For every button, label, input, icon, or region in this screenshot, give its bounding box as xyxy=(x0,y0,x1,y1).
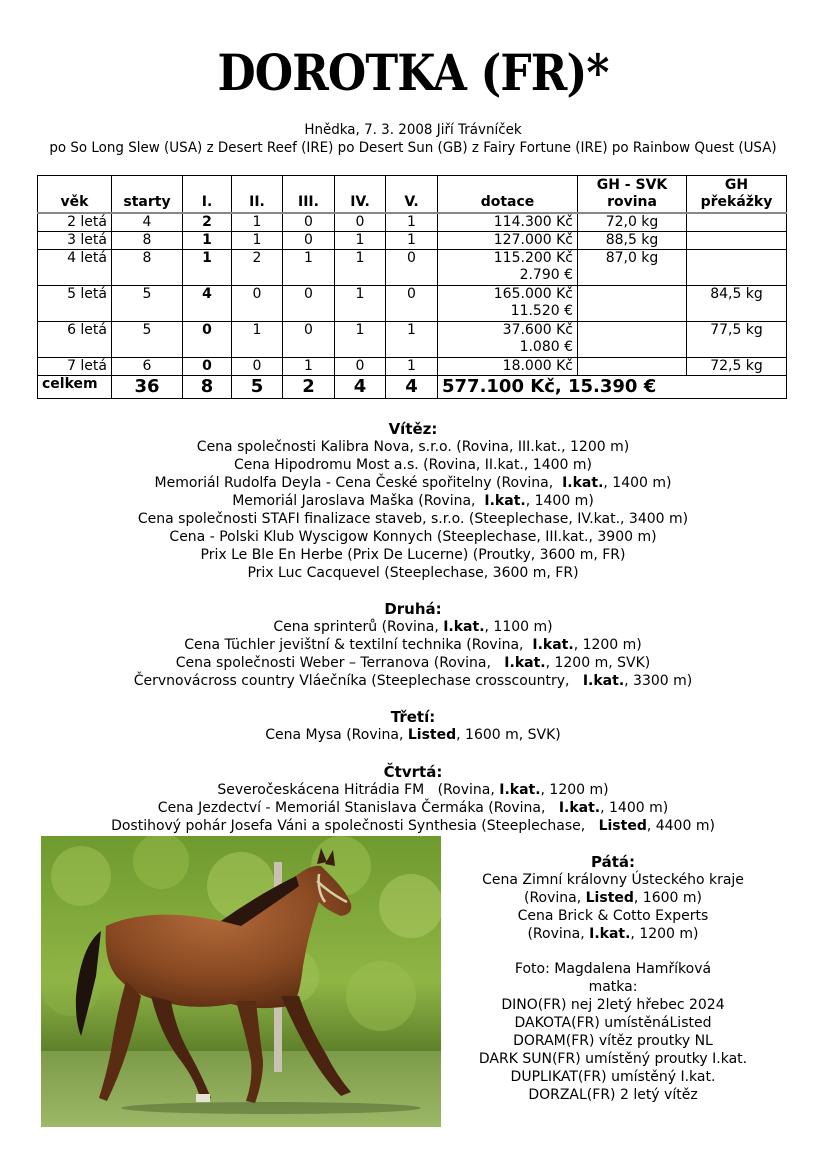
row-fifth: 1 xyxy=(386,231,438,249)
race-text: , 1100 m) xyxy=(484,619,553,635)
header-second: II. xyxy=(232,176,283,213)
row-age: 4 letá xyxy=(38,249,112,285)
table-row xyxy=(38,321,787,357)
table-header-row xyxy=(38,176,787,213)
total-label: celkem xyxy=(38,375,112,398)
section-fourth-list xyxy=(0,781,826,835)
total-first: 8 xyxy=(183,375,232,398)
race-line xyxy=(0,781,826,799)
header-fifth: V. xyxy=(386,176,438,213)
header-fourth: IV. xyxy=(335,176,386,213)
table-row xyxy=(38,357,787,375)
section-second-list xyxy=(0,618,826,690)
row-prize-eur: 11.520 € xyxy=(510,302,573,319)
row-fifth: 1 xyxy=(386,213,438,232)
race-text: Cena společnosti Weber – Terranova (Rovina, xyxy=(175,655,505,671)
race-text: , 1400 m) xyxy=(525,493,594,509)
row-gh-jump: 72,5 kg xyxy=(687,357,787,375)
race-category: Listed xyxy=(585,890,634,906)
row-fourth: 1 xyxy=(335,231,386,249)
row-gh-jump: 84,5 kg xyxy=(687,285,787,321)
row-fourth: 0 xyxy=(335,357,386,375)
row-first: 1 xyxy=(183,231,232,249)
horse-name-title: DOROTKA (FR)* xyxy=(217,43,609,102)
row-first: 0 xyxy=(183,357,232,375)
header-prize: dotace xyxy=(438,176,578,213)
race-text: Cena Brick & Cotto Experts xyxy=(517,908,709,924)
race-category: I.kat. xyxy=(558,800,601,816)
row-fourth: 1 xyxy=(335,249,386,285)
table-row xyxy=(38,249,787,285)
row-gh-jump xyxy=(687,249,787,285)
row-fifth: 0 xyxy=(386,285,438,321)
row-fifth: 1 xyxy=(386,321,438,357)
photo-credit: Foto: Magdalena Hamříková xyxy=(514,961,712,977)
header-gh-jump xyxy=(687,176,787,213)
row-prize xyxy=(438,249,578,285)
row-third: 1 xyxy=(283,357,335,375)
race-line xyxy=(0,492,826,510)
race-text: Cena - Polski Klub Wyscigow Konnych (Steeplechase, III.kat., 3900 m) xyxy=(169,529,657,545)
race-line xyxy=(0,546,826,564)
horse-photo xyxy=(41,836,441,1127)
row-starts: 8 xyxy=(112,249,183,285)
total-second: 5 xyxy=(232,375,283,398)
header-gh-jump-l1: GH xyxy=(724,176,749,193)
offspring-item: DUPLIKAT(FR) umístěný I.kat. xyxy=(510,1069,716,1085)
race-line xyxy=(455,889,771,907)
total-starts: 36 xyxy=(112,375,183,398)
row-second: 0 xyxy=(232,285,283,321)
row-prize-czk: 165.000 Kč xyxy=(493,285,573,302)
row-third: 0 xyxy=(283,213,335,232)
row-age: 5 letá xyxy=(38,285,112,321)
race-text: Červnovácross country Vláečníka (Steeplechase crosscountry, xyxy=(133,673,583,689)
offspring-item: DINO(FR) nej 2letý hřebec 2024 xyxy=(501,997,725,1013)
section-second xyxy=(0,600,826,690)
race-text: Prix Le Ble En Herbe (Prix De Lucerne) (Proutky, 3600 m, FR) xyxy=(200,547,626,563)
race-category: I.kat. xyxy=(562,475,604,491)
row-fourth: 0 xyxy=(335,213,386,232)
row-third: 1 xyxy=(283,249,335,285)
row-prize xyxy=(438,357,578,375)
row-prize-eur: 2.790 € xyxy=(519,266,573,283)
race-text: , 1400 m) xyxy=(600,800,669,816)
horse-photo-image xyxy=(41,836,441,1127)
row-gh-flat xyxy=(578,321,687,357)
offspring-item: DORZAL(FR) 2 letý vítěz xyxy=(528,1087,698,1103)
race-line xyxy=(0,564,826,582)
offspring-heading: matka: xyxy=(588,979,638,995)
row-third: 0 xyxy=(283,231,335,249)
header-gh-flat-l1: GH - SVK xyxy=(596,176,668,193)
row-starts: 6 xyxy=(112,357,183,375)
section-fifth-list xyxy=(455,871,771,943)
race-text: Cena společnosti STAFI finalizace staveb, s.r.o. (Steeplechase, IV.kat., 3400 m) xyxy=(137,511,689,527)
row-prize-czk: 127.000 Kč xyxy=(493,231,573,248)
row-first: 1 xyxy=(183,249,232,285)
section-third-heading: Třetí: xyxy=(390,708,436,726)
row-prize-czk: 18.000 Kč xyxy=(502,357,573,374)
race-text: , 1200 m) xyxy=(573,637,642,653)
row-second: 2 xyxy=(232,249,283,285)
race-category: Listed xyxy=(407,727,457,743)
race-text: Cena společnosti Kalibra Nova, s.r.o. (Rovina, III.kat., 1200 m) xyxy=(196,439,630,455)
row-starts: 4 xyxy=(112,213,183,232)
row-second: 1 xyxy=(232,213,283,232)
table-row xyxy=(38,285,787,321)
race-line xyxy=(0,618,826,636)
race-text: (Rovina, xyxy=(523,890,586,906)
pedigree-line: po So Long Slew (USA) z Desert Reef (IRE) po Desert Sun (GB) z Fairy Fortune (IRE) po Rainbow Quest (USA) xyxy=(49,140,777,156)
row-prize xyxy=(438,285,578,321)
row-fourth: 1 xyxy=(335,285,386,321)
race-text: Cena Zimní královny Ústeckého kraje xyxy=(482,872,744,888)
row-third: 0 xyxy=(283,285,335,321)
race-line xyxy=(455,907,771,925)
row-age: 6 letá xyxy=(38,321,112,357)
section-winner-list xyxy=(0,438,826,582)
race-text: Cena Tüchler jevištní & textilní technika (Rovina, xyxy=(184,637,533,653)
section-winner-heading: Vítěz: xyxy=(388,420,438,438)
race-text: , 1200 m) xyxy=(540,782,609,798)
total-fourth: 4 xyxy=(335,375,386,398)
race-line xyxy=(0,474,826,492)
header-gh-flat xyxy=(578,176,687,213)
race-line xyxy=(0,654,826,672)
row-gh-flat: 88,5 kg xyxy=(578,231,687,249)
total-prize: 577.100 Kč, 15.390 € xyxy=(438,375,787,398)
row-second: 1 xyxy=(232,321,283,357)
race-text: , 4400 m) xyxy=(646,818,715,834)
section-fifth-heading: Pátá: xyxy=(590,853,635,871)
row-starts: 8 xyxy=(112,231,183,249)
race-text: Memoriál Jaroslava Maška (Rovina, xyxy=(232,493,485,509)
offspring-item: DORAM(FR) vítěz proutky NL xyxy=(513,1033,713,1049)
race-text: Cena Hipodromu Most a.s. (Rovina, II.kat., 1400 m) xyxy=(234,457,592,473)
race-category: I.kat. xyxy=(504,655,546,671)
race-text: Prix Luc Cacquevel (Steeplechase, 3600 m, FR) xyxy=(247,565,579,581)
total-fifth: 4 xyxy=(386,375,438,398)
race-line xyxy=(0,510,826,528)
row-age: 2 letá xyxy=(38,213,112,232)
race-text: , 1200 m) xyxy=(630,926,699,942)
race-line xyxy=(0,636,826,654)
race-text: Cena Mysa (Rovina, xyxy=(265,727,408,743)
row-gh-jump xyxy=(687,213,787,232)
horse-info-line: Hnědka, 7. 3. 2008 Jiří Trávníček xyxy=(304,122,522,138)
row-prize xyxy=(438,231,578,249)
row-gh-flat xyxy=(578,285,687,321)
row-prize-eur: 1.080 € xyxy=(519,338,573,355)
row-third: 0 xyxy=(283,321,335,357)
race-record-table xyxy=(37,175,787,399)
header-gh-flat-l2: rovina xyxy=(607,193,657,210)
race-text: , 3300 m) xyxy=(624,673,693,689)
offspring-item: DARK SUN(FR) umístěný proutky I.kat. xyxy=(478,1051,748,1067)
header-first: I. xyxy=(183,176,232,213)
row-first: 4 xyxy=(183,285,232,321)
row-fifth: 1 xyxy=(386,357,438,375)
row-gh-flat: 87,0 kg xyxy=(578,249,687,285)
race-text: , 1600 m, SVK) xyxy=(456,727,561,743)
race-line xyxy=(0,726,826,744)
race-line xyxy=(455,925,771,943)
row-gh-jump: 77,5 kg xyxy=(687,321,787,357)
row-prize xyxy=(438,321,578,357)
race-text: Cena sprinterů (Rovina, xyxy=(273,619,444,635)
total-third: 2 xyxy=(283,375,335,398)
offspring-item: DAKOTA(FR) umístěnáListed xyxy=(514,1015,712,1031)
race-category: I.kat. xyxy=(499,782,541,798)
section-fourth xyxy=(0,763,826,835)
race-line xyxy=(0,799,826,817)
row-gh-flat: 72,0 kg xyxy=(578,213,687,232)
header-gh-jump-l2: překážky xyxy=(700,193,773,210)
row-age: 7 letá xyxy=(38,357,112,375)
race-text: Severočeskácena Hitrádia FM (Rovina, xyxy=(217,782,500,798)
race-text: (Rovina, xyxy=(527,926,590,942)
row-gh-jump xyxy=(687,231,787,249)
section-second-heading: Druhá: xyxy=(384,600,442,618)
row-age: 3 letá xyxy=(38,231,112,249)
race-line xyxy=(0,528,826,546)
table-total-row xyxy=(38,375,787,398)
header-age: věk xyxy=(38,176,112,213)
race-line xyxy=(0,438,826,456)
race-line xyxy=(0,456,826,474)
race-category: I.kat. xyxy=(532,637,574,653)
section-fifth xyxy=(455,853,771,1104)
race-text: Memoriál Rudolfa Deyla - Cena České spořitelny (Rovina, xyxy=(154,475,563,491)
section-third xyxy=(0,708,826,744)
row-starts: 5 xyxy=(112,285,183,321)
header-starts: starty xyxy=(112,176,183,213)
race-category: I.kat. xyxy=(582,673,625,689)
offspring-list xyxy=(455,996,771,1104)
race-line xyxy=(0,672,826,690)
section-third-list xyxy=(0,726,826,744)
table-row xyxy=(38,231,787,249)
row-prize-czk: 37.600 Kč xyxy=(502,321,573,338)
race-line xyxy=(455,871,771,889)
race-text: , 1200 m, SVK) xyxy=(545,655,651,671)
row-first: 0 xyxy=(183,321,232,357)
race-text: , 1600 m) xyxy=(633,890,702,906)
header-third: III. xyxy=(283,176,335,213)
row-first: 2 xyxy=(183,213,232,232)
race-category: I.kat. xyxy=(484,493,526,509)
row-fourth: 1 xyxy=(335,321,386,357)
race-text: Cena Jezdectví - Memoriál Stanislava Čermáka (Rovina, xyxy=(157,800,559,816)
row-fifth: 0 xyxy=(386,249,438,285)
row-second: 0 xyxy=(232,357,283,375)
race-line xyxy=(0,817,826,835)
race-category: I.kat. xyxy=(443,619,485,635)
row-gh-flat xyxy=(578,357,687,375)
row-prize-czk: 115.200 Kč xyxy=(493,249,573,266)
section-winner xyxy=(0,420,826,582)
race-category: Listed xyxy=(598,818,647,834)
race-text: , 1400 m) xyxy=(603,475,672,491)
race-text: Dostihový pohár Josefa Váni a společnosti Synthesia (Steeplechase, xyxy=(111,818,599,834)
table-row xyxy=(38,213,787,232)
race-category: I.kat. xyxy=(589,926,631,942)
row-prize xyxy=(438,213,578,232)
row-prize-czk: 114.300 Kč xyxy=(493,213,573,230)
row-second: 1 xyxy=(232,231,283,249)
section-fourth-heading: Čtvrtá: xyxy=(383,763,443,781)
row-starts: 5 xyxy=(112,321,183,357)
